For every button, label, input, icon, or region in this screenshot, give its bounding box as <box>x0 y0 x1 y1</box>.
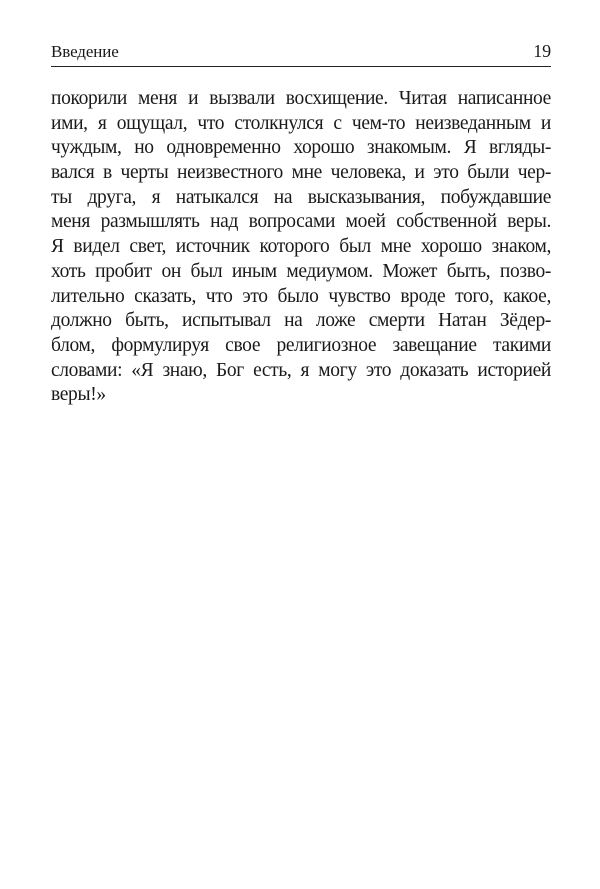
text-line: блом, формулируя свое религиозное завещание такими <box>51 334 551 356</box>
book-page <box>51 40 551 408</box>
text-line: должно быть, испытывал на ложе смерти Натан Зёдер- <box>51 310 551 332</box>
text-line: хоть пробит он был иным медиумом. Может быть, позво- <box>51 260 551 282</box>
text-line: ты друга, я натыкался на высказывания, побуждавшие <box>51 186 551 208</box>
text-line: покорили меня и вызвали восхищение. Читая написанное <box>51 88 551 109</box>
text-line: Я видел свет, источник которого был мне хорошо знаком, <box>51 236 551 258</box>
text-line: чуждым, но одновременно хорошо знакомым. Я вгляды- <box>51 137 551 159</box>
text-line: меня размышлять над вопросами моей собственной веры. <box>51 211 551 233</box>
page-number: 19 <box>533 41 551 61</box>
section-title: Введение <box>51 42 119 61</box>
running-header <box>51 40 551 67</box>
text-line: ими, я ощущал, что столкнулся с чем-то неизведанным и <box>51 112 551 134</box>
text-line: вался в черты неизвестного мне человека, и это были чер- <box>51 162 551 184</box>
text-line: лительно сказать, что это было чувство вроде того, какое, <box>51 285 551 307</box>
text-line: веры!» <box>51 384 106 406</box>
body-paragraph <box>51 87 551 408</box>
text-line: словами: «Я знаю, Бог есть, я могу это доказать историей <box>51 359 551 381</box>
